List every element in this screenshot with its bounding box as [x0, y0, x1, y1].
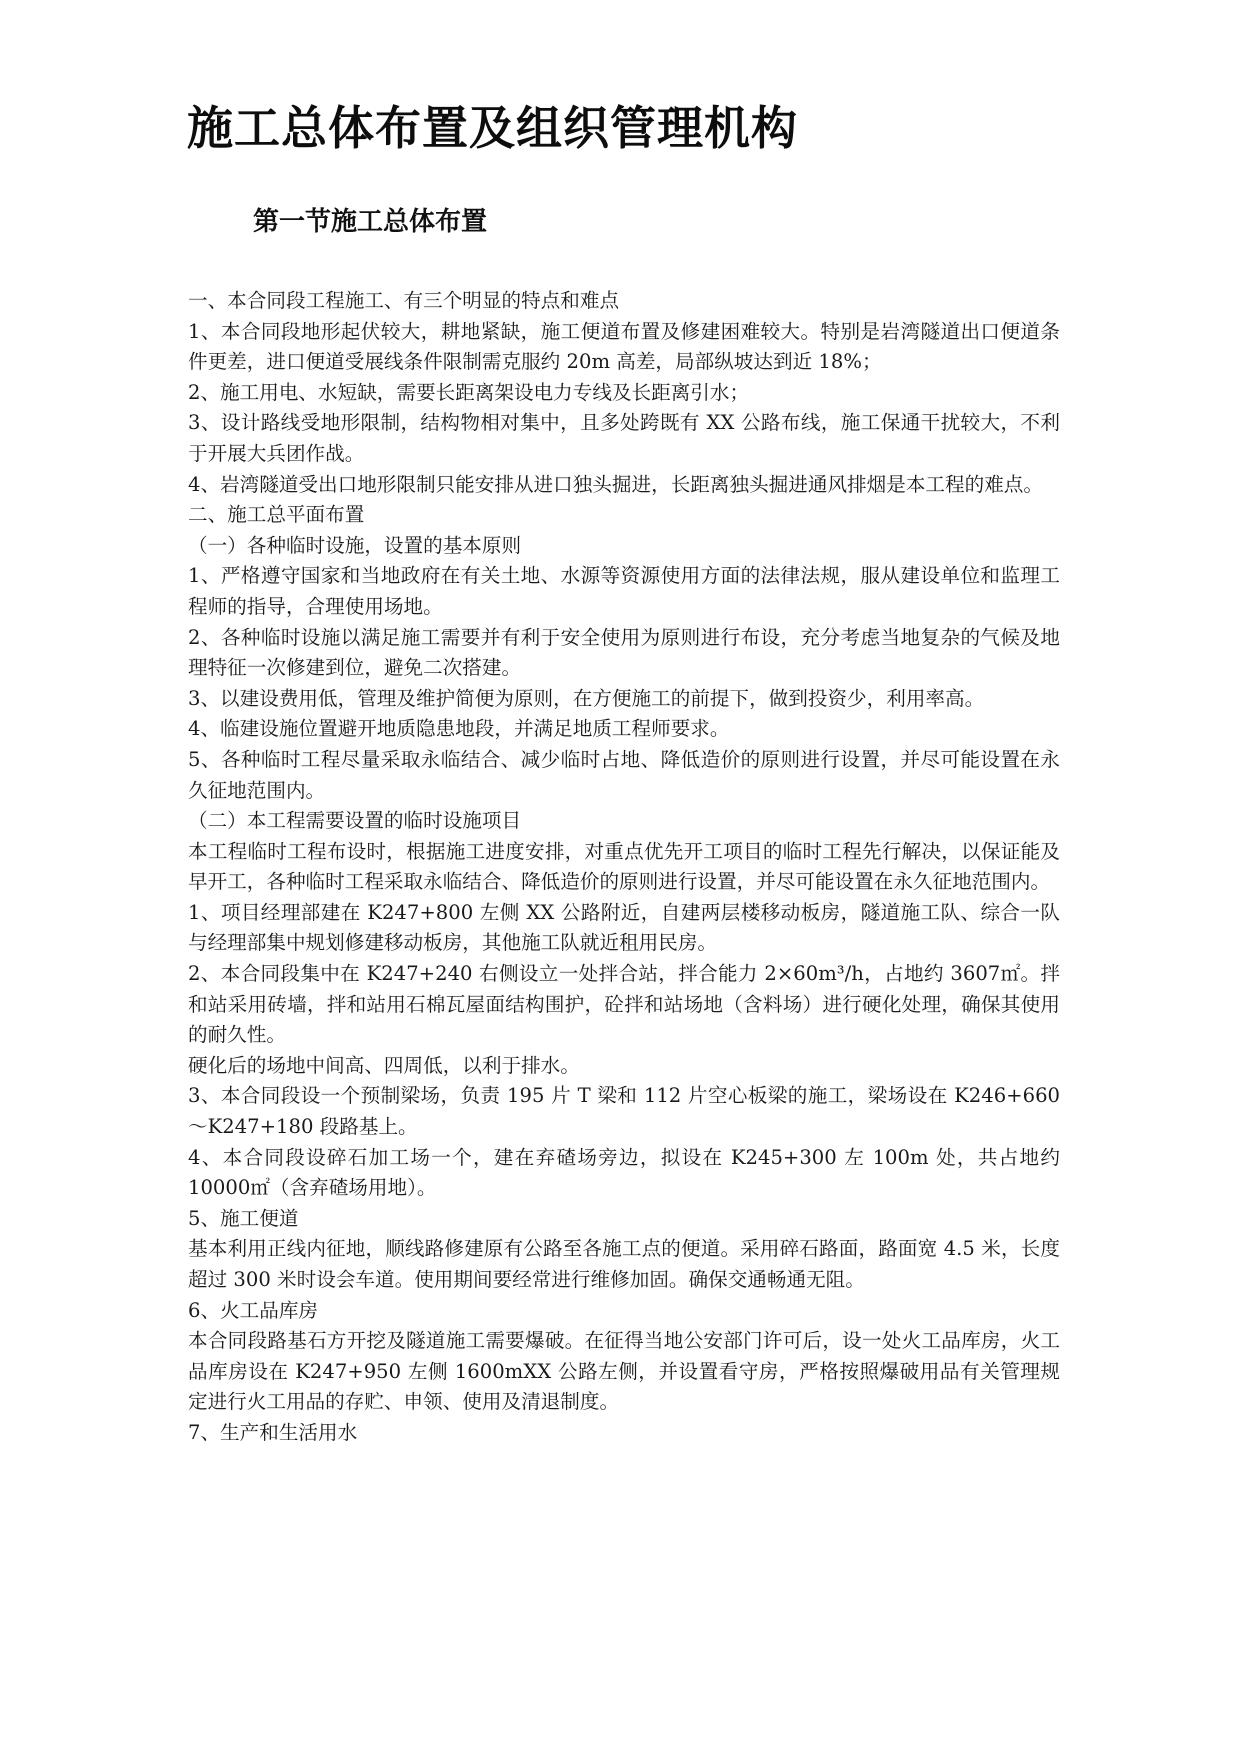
paragraph-difficulty-2: 2、施工用电、水短缺，需要长距离架设电力专线及长距离引水；: [188, 380, 750, 404]
paragraph-principle-1: 1、严格遵守国家和当地政府在有关土地、水源等资源使用方面的法律法规，服从建设单位和监理工程师的指导，合理使用场地。: [188, 564, 1060, 618]
paragraph-explosives-storage: 本合同段路基石方开挖及隧道施工需要爆破。在征得当地公安部门许可后，设一处火工品库房，火工品库房设在 K247+950 左侧 1600mXX 公路左侧，并设置看守房，严格按照爆破用品有关管理规定进行火工用品的存贮、申领、使用及清退制度。: [188, 1329, 1060, 1414]
paragraph-difficulty-3: 3、设计路线受地形限制，结构物相对集中，且多处跨既有 XX 公路布线，施工保通干扰较大，不利于开展大兵团作战。: [188, 411, 1060, 465]
paragraph-facilities-intro: 本工程临时工程布设时，根据施工进度安排，对重点优先开工项目的临时工程先行解决，以保证能及早开工，各种临时工程采取永临结合、降低造价的原则进行设置，并尽可能设置在永久征地范围内。: [188, 839, 1060, 894]
paragraph-facility-2-drainage: 硬化后的场地中间高、四周低，以利于排水。: [188, 1053, 580, 1077]
paragraph-facility-4: 4、本合同段设碎石加工场一个，建在弃碴场旁边，拟设在 K245+300 左 100m 处，共占地约 10000㎡（含弃碴场用地）。: [188, 1145, 1060, 1200]
document-title: 施工总体布置及组织管理机构: [187, 101, 798, 155]
paragraph-facility-3: 3、本合同段设一个预制梁场，负责 195 片 T 梁和 112 片空心板梁的施工，梁场设在 K246+660～K247+180 段路基上。: [188, 1084, 1060, 1139]
paragraph-difficulty-1: 1、本合同段地形起伏较大，耕地紧缺，施工便道布置及修建困难较大。特别是岩湾隧道出口便道条件更差，进口便道受展线条件限制需克服约 20m 高差，局部纵坡达到近 18%；: [188, 319, 1060, 374]
paragraph-principle-4: 4、临建设施位置避开地质隐患地段，并满足地质工程师要求。: [188, 717, 730, 741]
paragraph-principle-3: 3、以建设费用低，管理及维护简便为原则，在方便施工的前提下，做到投资少，利用率高。: [188, 686, 985, 710]
subheading-basic-principles: （一）各种临时设施，设置的基本原则: [188, 533, 522, 557]
paragraph-facility-2: 2、本合同段集中在 K247+240 右侧设立一处拌合站，拌合能力 2×60m³/h，占地约 3607㎡。拌和站采用砖墙，拌和站用石棉瓦屋面结构围护，砼拌和站场地（含料场）进行硬化处理，确保其使用的耐久性。: [188, 962, 1060, 1047]
paragraph-construction-road: 基本利用正线内征地，顺线路修建原有公路至各施工点的便道。采用碎石路面，路面宽 4.5 米，长度超过 300 米时设会车道。使用期间要经常进行维修加固。确保交通畅通无阻。: [188, 1237, 1060, 1291]
heading-water-supply: 7、生产和生活用水: [188, 1420, 358, 1444]
paragraph-principle-5: 5、各种临时工程尽量采取永临结合、减少临时占地、降低造价的原则进行设置，并尽可能设置在永久征地范围内。: [188, 747, 1060, 802]
heading-difficulties: 一、本合同段工程施工、有三个明显的特点和难点: [188, 289, 620, 312]
section-heading: 第一节施工总体布置: [253, 207, 488, 237]
heading-construction-road: 5、施工便道: [188, 1206, 299, 1230]
paragraph-facility-1: 1、项目经理部建在 K247+800 左侧 XX 公路附近，自建两层楼移动板房，隧道施工队、综合一队与经理部集中规划修建移动板房，其他施工队就近租用民房。: [188, 900, 1060, 955]
heading-explosives-storage: 6、火工品库房: [188, 1298, 319, 1322]
document-body: [188, 286, 1060, 1449]
subheading-temporary-facilities: （二）本工程需要设置的临时设施项目: [188, 809, 522, 833]
paragraph-difficulty-4: 4、岩湾隧道受出口地形限制只能安排从进口独头掘进，长距离独头掘进通风排烟是本工程的难点。: [188, 472, 1043, 496]
heading-general-layout: 二、施工总平面布置: [188, 503, 365, 527]
paragraph-principle-2: 2、各种临时设施以满足施工需要并有利于安全使用为原则进行布设，充分考虑当地复杂的气候及地理特征一次修建到位，避免二次搭建。: [188, 625, 1060, 680]
